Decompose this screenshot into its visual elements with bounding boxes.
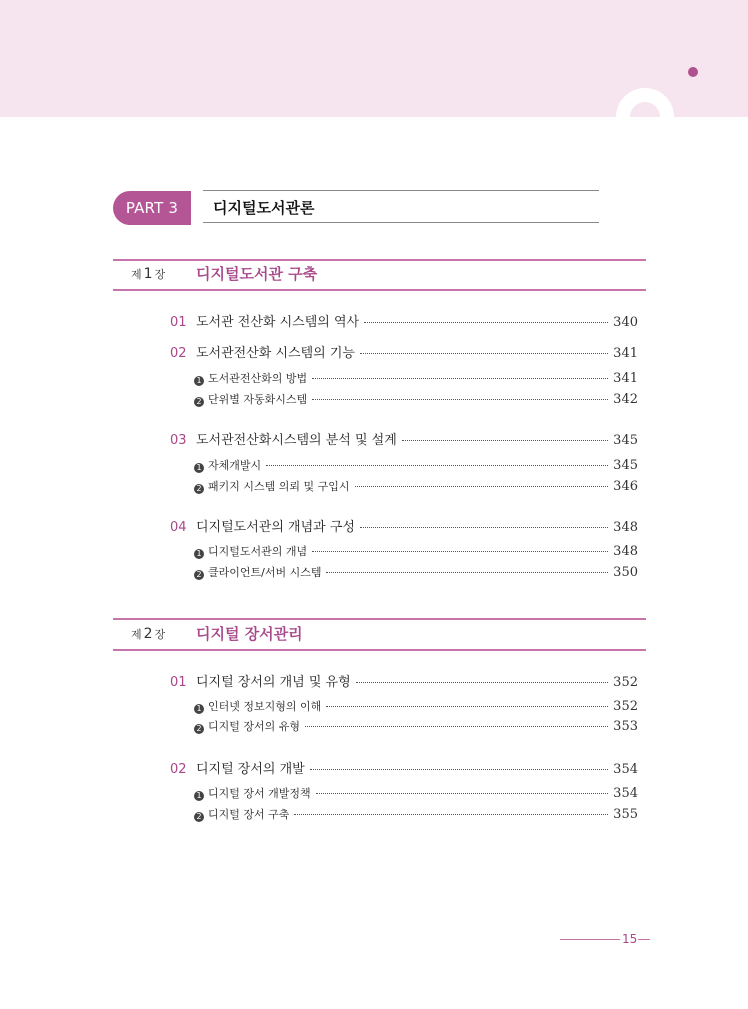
footer-page-number: 15 (622, 932, 638, 946)
ring-decoration (616, 88, 674, 117)
section-title: 디지털 장서의 개념 및 유형 (196, 675, 351, 690)
dot-leader (305, 726, 608, 727)
toc-subsection[interactable] (194, 393, 638, 407)
dot-leader (364, 322, 608, 323)
subsection-title: 디지털 장서 개발정책 (208, 787, 311, 800)
toc-subsection[interactable] (194, 545, 638, 559)
section-title: 도서관 전산화 시스템의 역사 (196, 315, 360, 330)
toc-subsection[interactable] (194, 372, 638, 386)
toc-section[interactable] (170, 433, 638, 449)
section-title: 디지털 장서의 개발 (196, 762, 305, 777)
toc-subsection[interactable] (194, 459, 638, 473)
part-badge: PART 3 (113, 191, 191, 225)
toc-subsection[interactable] (194, 720, 638, 734)
dot-leader (360, 527, 608, 528)
subsection-title: 인터넷 정보지형의 이해 (208, 700, 322, 713)
page-number: 341 (613, 346, 638, 361)
toc-section[interactable] (170, 762, 638, 778)
page-number: 348 (613, 544, 638, 559)
dot-decoration (688, 67, 698, 77)
section-number: 03 (170, 433, 187, 448)
part-title-rule-top (203, 190, 599, 191)
subsection-title: 도서관전산화의 방법 (208, 372, 308, 385)
number-bullet-icon: 1 (194, 791, 204, 801)
dot-leader (310, 769, 608, 770)
dot-leader (355, 486, 609, 487)
dot-leader (312, 551, 608, 552)
toc-section[interactable] (170, 675, 638, 691)
chapter-rule-top (113, 259, 646, 261)
dot-leader (326, 706, 608, 707)
number-bullet-icon: 1 (194, 463, 204, 473)
chapter-rule-bottom (113, 649, 646, 651)
subsection-title: 클라이언트/서버 시스템 (208, 566, 322, 579)
subsection-title: 자체개발시 (208, 459, 262, 472)
dot-leader (312, 399, 608, 400)
number-bullet-icon: 2 (194, 484, 204, 494)
dot-leader (294, 814, 608, 815)
page-number: 355 (613, 807, 638, 822)
dot-leader (402, 440, 608, 441)
page-number: 340 (613, 315, 638, 330)
toc-subsection[interactable] (194, 787, 638, 801)
toc-section[interactable] (170, 315, 638, 331)
dot-leader (326, 572, 608, 573)
subsection-title: 단위별 자동화시스템 (208, 393, 308, 406)
toc-section[interactable] (170, 346, 638, 362)
section-number: 04 (170, 520, 187, 535)
section-number: 02 (170, 346, 187, 361)
section-title: 도서관전산화시스템의 분석 및 설계 (196, 433, 397, 448)
number-bullet-icon: 1 (194, 549, 204, 559)
chapter-number: 제 2 장 (131, 626, 166, 642)
chapter-title: 디지털 장서관리 (196, 625, 303, 643)
dot-leader (316, 793, 609, 794)
subsection-title: 디지털도서관의 개념 (208, 545, 308, 558)
number-bullet-icon: 2 (194, 570, 204, 580)
page-number: 341 (613, 371, 638, 386)
number-bullet-icon: 2 (194, 724, 204, 734)
page-number: 345 (613, 433, 638, 448)
page-number: 348 (613, 520, 638, 535)
number-bullet-icon: 2 (194, 812, 204, 822)
toc-subsection[interactable] (194, 480, 638, 494)
footer-rule (560, 939, 620, 940)
chapter-number: 제 1 장 (131, 266, 166, 282)
section-number: 02 (170, 762, 187, 777)
toc-subsection[interactable] (194, 700, 638, 714)
section-number: 01 (170, 315, 187, 330)
page-number: 352 (613, 699, 638, 714)
section-number: 01 (170, 675, 187, 690)
toc-subsection[interactable] (194, 808, 638, 822)
footer-dash (638, 939, 650, 940)
section-title: 디지털도서관의 개념과 구성 (196, 520, 355, 535)
dot-leader (266, 465, 608, 466)
part-title: 디지털도서관론 (213, 199, 315, 217)
subsection-title: 패키지 시스템 의뢰 및 구입시 (208, 480, 350, 493)
chapter-title: 디지털도서관 구축 (196, 265, 318, 283)
section-title: 도서관전산화 시스템의 기능 (196, 346, 355, 361)
chapter-rule-bottom (113, 289, 646, 291)
page-number: 350 (613, 565, 638, 580)
dot-leader (356, 682, 609, 683)
number-bullet-icon: 1 (194, 376, 204, 386)
subsection-title: 디지털 장서 구축 (208, 808, 290, 821)
subsection-title: 디지털 장서의 유형 (208, 720, 301, 733)
page-number: 345 (613, 458, 638, 473)
chapter-rule-top (113, 618, 646, 620)
page-number: 354 (613, 762, 638, 777)
page-number: 342 (613, 392, 638, 407)
page-number: 354 (613, 786, 638, 801)
part-title-rule-bottom (203, 222, 599, 223)
dot-leader (312, 378, 608, 379)
page-number: 346 (613, 479, 638, 494)
dot-leader (360, 353, 608, 354)
number-bullet-icon: 2 (194, 397, 204, 407)
page-number: 353 (613, 719, 638, 734)
toc-subsection[interactable] (194, 566, 638, 580)
toc-section[interactable] (170, 520, 638, 536)
number-bullet-icon: 1 (194, 704, 204, 714)
page-number: 352 (613, 675, 638, 690)
header-band (0, 0, 748, 117)
